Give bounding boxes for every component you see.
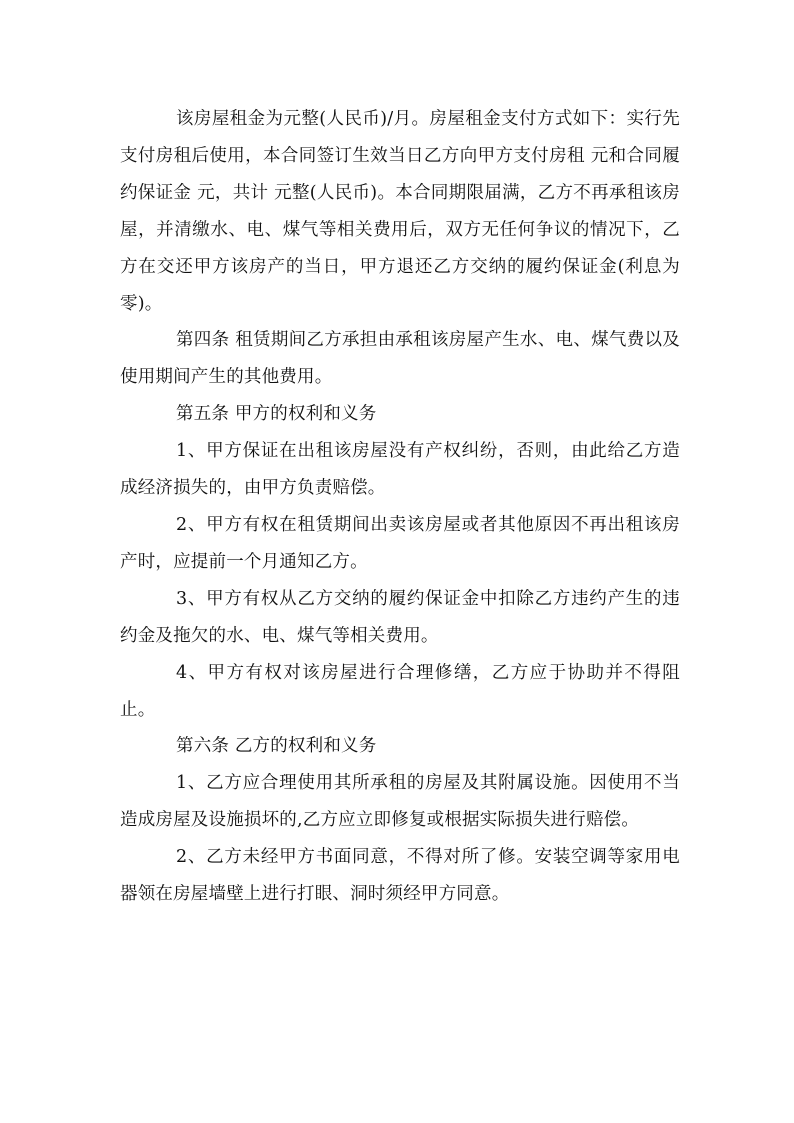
heading-article-5: 第五条 甲方的权利和义务 bbox=[176, 404, 377, 425]
paragraph-article-6-item-1: 1、乙方应合理使用其所承租的房屋及其附属设施。因使用不当造成房屋及设施损坏的,乙方应立即修复或根据实际损失进行赔偿。 bbox=[120, 773, 680, 831]
paragraph-article-5-item-2: 2、甲方有权在租赁期间出卖该房屋或者其他原因不再出租该房产时，应提前一个月通知乙方。 bbox=[120, 514, 680, 572]
paragraph-article-6-item-2: 2、乙方未经甲方书面同意，不得对所了修。安装空调等家用电器领在房屋墙壁上进行打眼、洞时须经甲方同意。 bbox=[120, 847, 680, 905]
heading-article-6: 第六条 乙方的权利和义务 bbox=[176, 736, 377, 757]
paragraph-article-4: 第四条 租赁期间乙方承担由承租该房屋产生水、电、煤气费以及使用期间产生的其他费用。 bbox=[120, 330, 680, 388]
paragraph-rent-payment: 该房屋租金为元整(人民币)/月。房屋租金支付方式如下：实行先支付房租后使用，本合同签订生效当日乙方向甲方支付房租 元和合同履约保证金 元，共计 元整(人民币)。本合同期限届满，乙方不再承租该房屋，并清缴水、电、煤气等相关费用后，双方无任何争议的情况下，乙方在交还甲方该房产的当日，甲方退还乙方交纳的履约保证金(利息为零)。 bbox=[120, 109, 680, 314]
paragraph-article-5-item-1: 1、甲方保证在出租该房屋没有产权纠纷，否则，由此给乙方造成经济损失的，由甲方负责赔偿。 bbox=[120, 441, 680, 499]
document-body bbox=[120, 101, 680, 913]
paragraph-article-5-item-4: 4、甲方有权对该房屋进行合理修缮，乙方应于协助并不得阻止。 bbox=[120, 662, 680, 720]
paragraph-article-5-item-3: 3、甲方有权从乙方交纳的履约保证金中扣除乙方违约产生的违约金及拖欠的水、电、煤气等相关费用。 bbox=[120, 588, 680, 646]
